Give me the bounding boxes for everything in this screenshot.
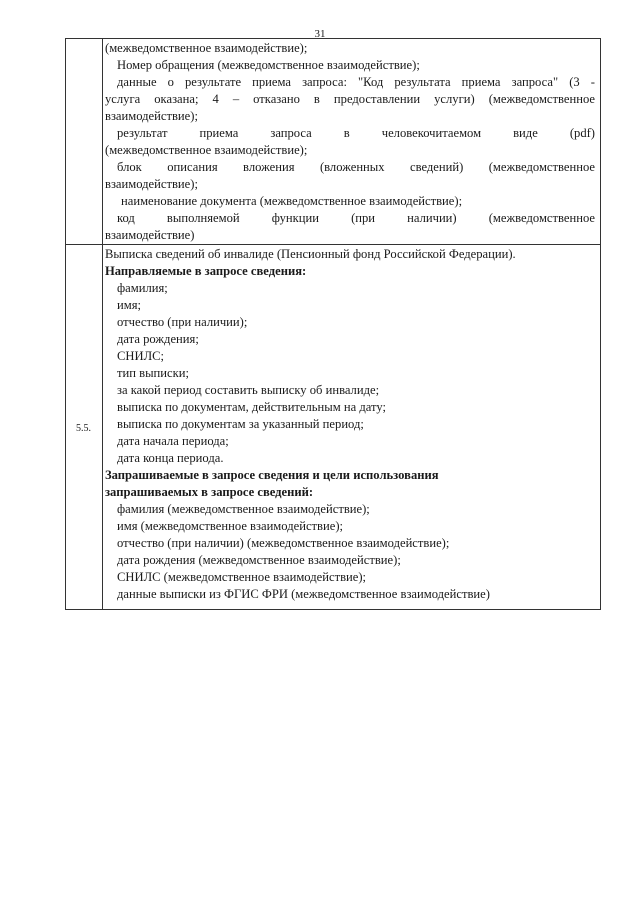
list-item: дата конца периода. bbox=[117, 451, 224, 465]
list-item: данные выписки из ФГИС ФРИ (межведомственное взаимодействие) bbox=[117, 587, 490, 601]
list-item: выписка по документам за указанный период; bbox=[117, 417, 364, 431]
previous-row-content bbox=[105, 40, 595, 244]
list-item: СНИЛС; bbox=[117, 349, 165, 363]
requested-data-heading: Запрашиваемые в запросе сведения и цели использования bbox=[105, 468, 439, 482]
list-item: за какой период составить выписку об инвалиде; bbox=[117, 383, 380, 397]
list-item: имя; bbox=[117, 298, 142, 312]
list-item: отчество (при наличии) (межведомственное взаимодействие); bbox=[117, 536, 450, 550]
table-column-divider bbox=[102, 38, 103, 609]
text-line: услуга оказана; 4 – отказано в предоставлении услуги) (межведомственное bbox=[105, 92, 595, 106]
text-line: взаимодействие) bbox=[105, 228, 195, 242]
list-item: дата рождения (межведомственное взаимодействие); bbox=[117, 553, 401, 567]
list-item: дата начала периода; bbox=[117, 434, 229, 448]
text-line: блок описания вложения (вложенных сведений) (межведомственное bbox=[117, 160, 595, 174]
row-title: Выписка сведений об инвалиде (Пенсионный фонд Российской Федерации). bbox=[105, 247, 516, 261]
list-item: СНИЛС (межведомственное взаимодействие); bbox=[117, 570, 367, 584]
table-row-divider bbox=[65, 244, 601, 245]
text-line: взаимодействие); bbox=[105, 177, 198, 191]
sent-data-heading: Направляемые в запросе сведения: bbox=[105, 264, 307, 278]
list-item: дата рождения; bbox=[117, 332, 199, 346]
table-border-left bbox=[65, 38, 66, 609]
text-line: взаимодействие); bbox=[105, 109, 198, 123]
text-line: код выполняемой функции (при наличии) (межведомственное bbox=[117, 211, 595, 225]
table-border-right bbox=[600, 38, 601, 609]
list-item: выписка по документам, действительным на дату; bbox=[117, 400, 386, 414]
text-line: наименование документа (межведомственное взаимодействие); bbox=[121, 194, 463, 208]
text-line: результат приема запроса в человекочитаемом виде (pdf) bbox=[117, 126, 595, 140]
requested-data-heading-cont: запрашиваемых в запросе сведений: bbox=[105, 485, 314, 499]
list-item: имя (межведомственное взаимодействие); bbox=[117, 519, 344, 533]
list-item: отчество (при наличии); bbox=[117, 315, 248, 329]
row-number: 5.5. bbox=[76, 423, 91, 434]
row-5-5-content bbox=[105, 246, 595, 603]
list-item: фамилия (межведомственное взаимодействие); bbox=[117, 502, 370, 516]
page-number: 31 bbox=[314, 28, 326, 40]
list-item: фамилия; bbox=[117, 281, 168, 295]
list-item: тип выписки; bbox=[117, 366, 189, 380]
text-line: (межведомственное взаимодействие); bbox=[105, 143, 308, 157]
text-line: (межведомственное взаимодействие); bbox=[105, 41, 308, 55]
text-line: Номер обращения (межведомственное взаимодействие); bbox=[117, 58, 420, 72]
text-line: данные о результате приема запроса: "Код результата приема запроса" (3 - bbox=[117, 75, 595, 89]
